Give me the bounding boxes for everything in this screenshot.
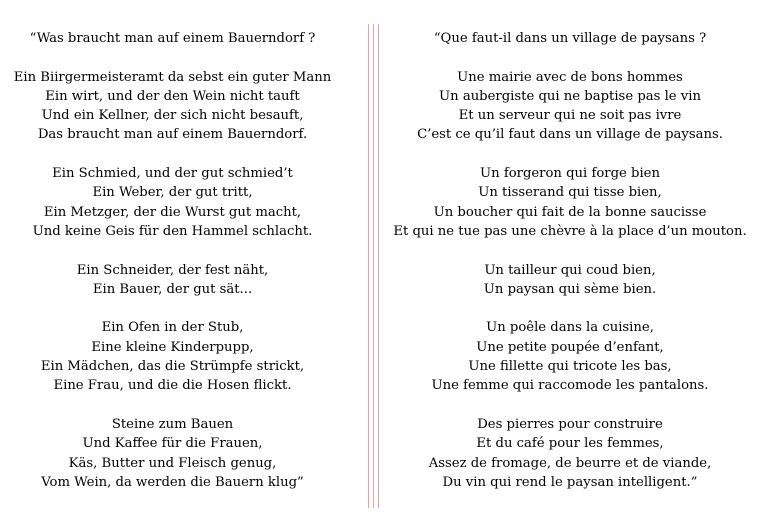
french-verse-line: Une petite poupée d’enfant, [476,339,664,355]
german-stanza [0,261,345,300]
german-verse-line: Und Kaffee für die Frauen, [82,436,263,452]
german-verse-line: Ein Ofen in der Stub, [101,320,244,336]
french-verse-line: Une femme qui raccomode les pantalons. [431,378,709,394]
german-stanza [0,164,345,241]
french-verse-line: Un boucher qui fait de la bonne saucisse [433,204,707,220]
french-verse-line: Et qui ne tue pas une chèvre à la place d’un mouton. [393,223,747,239]
german-verse-line: Ein Biirgermeisteramt da sebst ein guter Mann [13,69,332,85]
french-verse-line: Une fillette qui tricote les bas, [468,359,672,375]
german-verse-line: Vom Wein, da werden die Bauern klug” [41,474,304,490]
german-verse-line: Das braucht man auf einem Bauerndorf. [37,127,308,143]
french-verse-line: Assez de fromage, de beurre et de viande, [428,455,712,471]
french-verse-line: Et un serveur qui ne soit pas ivre [458,108,682,124]
french-verse-line: Un paysan qui sème bien. [483,281,657,297]
column-divider-line-2 [373,24,374,508]
german-verse-line: “Was braucht man auf einem Bauerndorf ? [29,31,316,46]
column-divider-line-1 [368,24,369,508]
german-verse-line: Ein Weber, der gut tritt, [92,185,253,201]
french-stanza [388,261,752,300]
french-stanza [388,29,752,48]
french-verse-line: Et du café pour les femmes, [476,436,664,452]
german-verse-line: Ein wirt, und der den Wein nicht tauft [45,88,300,104]
german-verse-line: Eine Frau, und die die Hosen flickt. [53,378,292,394]
french-stanza [388,164,752,241]
german-poem-column [0,29,345,511]
column-divider-line-3 [378,24,379,508]
french-verse-line: Une mairie avec de bons hommes [457,69,683,85]
german-stanza [0,318,345,395]
german-verse-line: Und ein Kellner, der sich nicht besauft, [41,108,304,124]
french-verse-line: Des pierres pour construire [477,416,663,432]
german-verse-line: Ein Mädchen, das die Strümpfe strickt, [40,359,305,375]
french-verse-line: Du vin qui rend le paysan intelligent.” [442,474,698,490]
german-verse-line: Ein Metzger, der die Wurst gut macht, [43,204,302,220]
french-stanza [388,318,752,395]
german-verse-line: Ein Bauer, der gut sät... [92,281,253,297]
german-verse-line: Und keine Geis für den Hammel schlacht. [32,223,313,239]
french-stanza [388,68,752,145]
french-verse-line: Un poêle dans la cuisine, [486,320,654,336]
french-verse-line: Un aubergiste qui ne baptise pas le vin [439,88,701,104]
french-verse-line: “Que faut-il dans un village de paysans ? [433,31,707,46]
french-poem-column [388,29,752,511]
french-verse-line: C’est ce qu’il faut dans un village de paysans. [417,127,723,143]
german-stanza [0,415,345,492]
german-verse-line: Eine kleine Kinderpupp, [91,339,254,355]
german-verse-line: Käs, Butter und Fleisch genug, [68,455,277,471]
german-verse-line: Ein Schneider, der fest näht, [76,262,269,278]
german-stanza [0,29,345,48]
french-verse-line: Un tisserand qui tisse bien, [478,185,662,201]
french-stanza [388,415,752,492]
german-stanza [0,68,345,145]
french-verse-line: Un tailleur qui coud bien, [484,262,656,278]
german-verse-line: Steine zum Bauen [111,416,234,432]
german-verse-line: Ein Schmied, und der gut schmied’t [52,166,293,182]
french-verse-line: Un forgeron qui forge bien [480,166,660,182]
